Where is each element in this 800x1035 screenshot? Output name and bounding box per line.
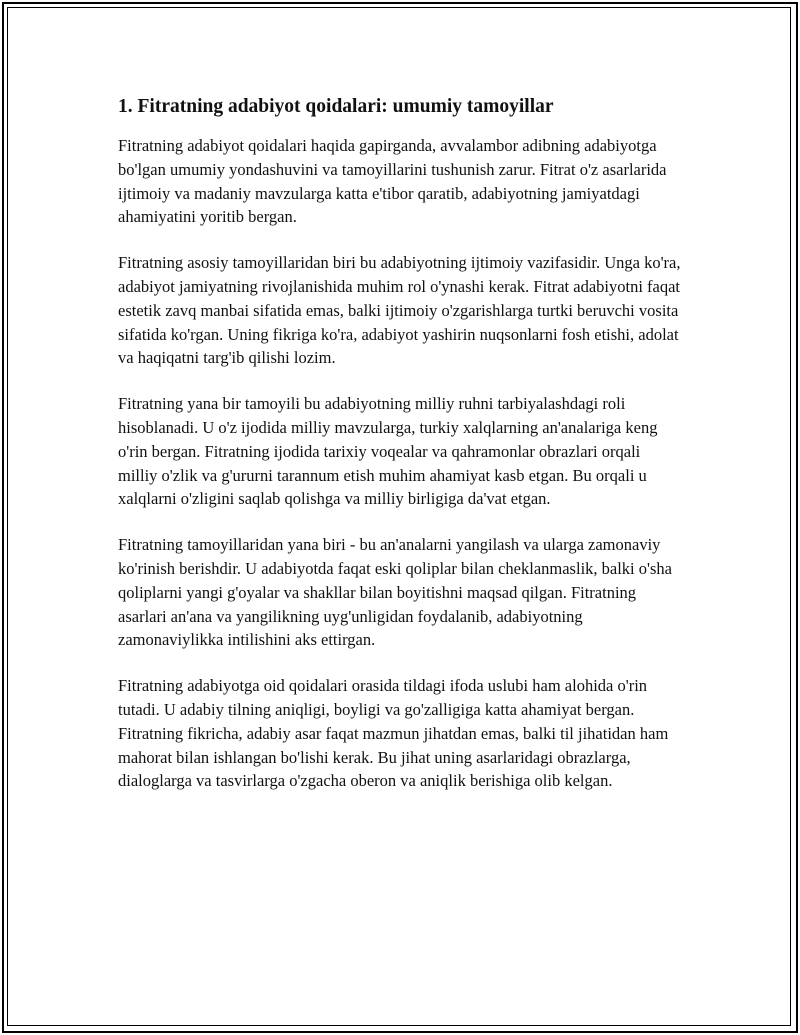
paragraph-4: Fitratning tamoyillaridan yana biri - bu an'analarni yangilash va ularga zamonaviy ko'rinish berishdir. U adabiyotda faqat eski qoliplar bilan cheklanmaslik, balki o'sha qoliplarni yangi g'oyalar va shakllar bilan boyitishni maqsad qilgan. Fitratning asarlari an'ana va yangilikning uyg'unligidan foydalanib, adabiyotning zamonaviylikka intilishini aks ettirgan.	[118, 535, 672, 650]
paragraph-3: Fitratning yana bir tamoyili bu adabiyotning milliy ruhni tarbiyalashdagi roli hisoblanadi. U o'z ijodida milliy mavzularga, turkiy xalqlarning an'analariga keng o'rin bergan. Fitratning ijodida tarixiy voqealar va qahramonlar obrazlari orqali milliy o'zlik va g'ururni tarannum etish muhim ahamiyat kasb etgan. Bu orqali u xalqlarni o'zligini saqlab qolishga va milliy birligiga da'vat etgan.	[118, 394, 658, 509]
paragraph-5: Fitratning adabiyotga oid qoidalari orasida tildagi ifoda uslubi ham alohida o'rin tutadi. U adabiy tilning aniqligi, boyligi va go'zalligiga katta ahamiyat bergan. Fitratning fikricha, adabiy asar faqat mazmun jihatdan emas, balki til jihatidan ham mahorat bilan ishlangan bo'lishi kerak. Bu jihat uning asarlaridagi obrazlarga, dialoglarga va tasvirlarga o'zgacha oberon va aniqlik berishiga olib kelgan.	[118, 676, 669, 791]
section-heading: 1. Fitratning adabiyot qoidalari: umumiy tamoyillar	[118, 96, 554, 117]
document-page	[118, 94, 683, 815]
paragraph-2: Fitratning asosiy tamoyillaridan biri bu adabiyotning ijtimoiy vazifasidir. Unga ko'ra, adabiyot jamiyatning rivojlanishida muhim rol o'ynashi kerak. Fitrat adabiyotni faqat estetik zavq manbai sifatida emas, balki ijtimoiy o'zgarishlarga turtki beruvchi vosita sifatida ko'rgan. Uning fikriga ko'ra, adabiyot yashirin nuqsonlarni fosh etishi, adolat va haqiqatni targ'ib qilishi lozim.	[118, 253, 681, 368]
paragraph-1: Fitratning adabiyot qoidalari haqida gapirganda, avvalambor adibning adabiyotga bo'lgan umumiy yondashuvini va tamoyillarini tushunish zarur. Fitrat o'z asarlarida ijtimoiy va madaniy mavzularga katta e'tibor qaratib, adabiyotning jamiyatdagi ahamiyatini yoritib bergan.	[118, 136, 667, 227]
